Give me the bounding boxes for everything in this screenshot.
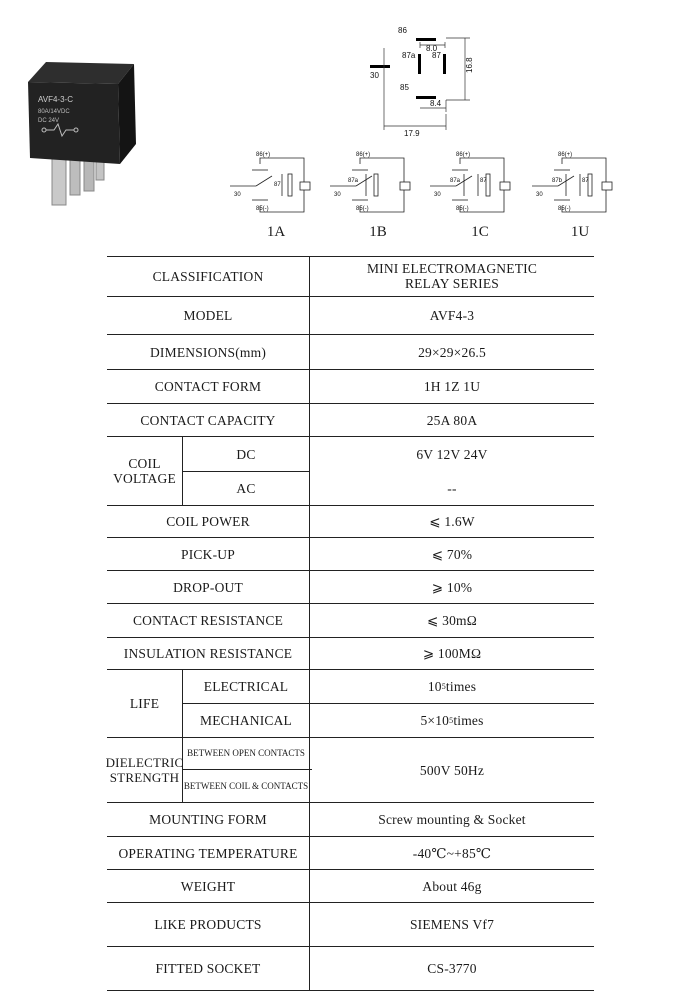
classification-label: CLASSIFICATION — [152, 268, 264, 284]
wiring-1c-contact-87a-label: 87a — [450, 178, 461, 184]
insulation-resistance-label: INSULATION RESISTANCE — [123, 646, 293, 661]
classification-value-line1: MINI ELECTROMAGNETIC — [366, 261, 538, 276]
wiring-diagram-1c — [426, 150, 521, 220]
model-label: MODEL — [183, 308, 233, 323]
pin-87a-label: 87a — [402, 51, 416, 60]
dimensions-label: DIMENSIONS(mm) — [149, 344, 267, 360]
wiring-1b-common-label: 30 — [334, 192, 341, 198]
wiring-diagram-1b — [326, 150, 421, 220]
contact-form-label: CONTACT FORM — [154, 379, 262, 394]
wiring-1b-contact-label: 87a — [348, 178, 359, 184]
coil-voltage-dc-value: 6V 12V 24V — [416, 446, 488, 462]
drop-out-label: DROP-OUT — [173, 579, 243, 595]
life-electrical-value — [310, 670, 594, 703]
wiring-caption-1u: 1U — [570, 224, 590, 240]
wiring-1c-contact-87-label: 87 — [480, 178, 487, 184]
pin-86-label: 86 — [398, 26, 407, 35]
classification-value — [310, 256, 594, 296]
dim-17-9: 17.9 — [404, 129, 420, 138]
wiring-1c-common-label: 30 — [434, 192, 441, 198]
pin-30-label: 30 — [370, 71, 379, 80]
pin-87 — [443, 54, 446, 74]
wiring-diagram-1u — [528, 150, 623, 220]
life-electrical-label: ELECTRICAL — [203, 679, 289, 694]
like-products-value: SIEMENS Vf7 — [409, 917, 495, 932]
pin-87-label: 87 — [432, 51, 441, 60]
wiring-1u-bottom-label: 85(-) — [558, 206, 571, 212]
dielectric-open-contacts-label: BETWEEN OPEN CONTACTS — [187, 748, 305, 758]
wiring-1a-top-label: 86(+) — [256, 152, 271, 158]
dimension-drawing — [360, 18, 490, 138]
life-mechanical-label: MECHANICAL — [200, 713, 292, 728]
dielectric-label-line2: STRENGTH — [109, 770, 180, 785]
pick-up-label: PICK-UP — [181, 546, 235, 562]
fitted-socket-label: FITTED SOCKET — [155, 961, 261, 976]
wiring-1u-top-label: 86(+) — [558, 152, 573, 158]
life-mechanical-value — [310, 704, 594, 737]
wiring-1b-top-label: 86(+) — [356, 152, 371, 158]
coil-voltage-label-line1: COIL — [128, 456, 161, 471]
coil-voltage-label-line2: VOLTAGE — [113, 471, 176, 486]
dim-8-0: 8.0 — [426, 44, 438, 53]
dim-16-8: 16.8 — [465, 57, 474, 73]
pin-87a — [418, 54, 421, 74]
pin-85-label: 85 — [400, 83, 409, 92]
coil-power-label: COIL POWER — [166, 514, 250, 529]
life-mechanical-exp: 5 — [449, 716, 454, 725]
dielectric-strength-label — [107, 738, 182, 802]
fitted-socket-value: CS-3770 — [427, 961, 477, 976]
operating-temperature-value: -40℃~+85℃ — [412, 845, 492, 861]
wiring-1a-common-label: 30 — [234, 192, 241, 198]
life-mechanical-unit: times — [453, 713, 484, 728]
wiring-caption-1c: 1C — [471, 224, 489, 240]
wiring-1c-top-label: 86(+) — [456, 152, 471, 158]
wiring-1a-bottom-label: 85(-) — [256, 206, 269, 212]
operating-temperature-label: OPERATING TEMPERATURE — [118, 845, 298, 861]
model-value: AVF4-3 — [429, 308, 475, 323]
insulation-resistance-value: ⩾ 100MΩ — [422, 646, 482, 661]
coil-power-value: ⩽ 1.6W — [429, 514, 475, 529]
coil-voltage-dc-label: DC — [236, 446, 256, 462]
photo-label-line3: DC 24V — [38, 118, 60, 124]
photo-label-line2: 80A/14VDC — [38, 109, 70, 115]
coil-voltage-label — [107, 437, 182, 505]
like-products-label: LIKE PRODUCTS — [154, 917, 262, 932]
contact-resistance-value: ⩽ 30mΩ — [427, 613, 477, 628]
classification-value-line2: RELAY SERIES — [404, 276, 500, 291]
dielectric-coil-contacts-label: BETWEEN COIL & CONTACTS — [183, 780, 309, 791]
relay-photo — [22, 52, 150, 212]
wiring-caption-1b: 1B — [369, 224, 387, 240]
life-electrical-exp: 5 — [441, 682, 446, 691]
wiring-caption-1a: 1A — [266, 224, 286, 240]
pin-86 — [416, 38, 436, 41]
contact-resistance-label: CONTACT RESISTANCE — [132, 613, 284, 628]
pin-30 — [370, 65, 390, 68]
spec-table — [107, 256, 594, 991]
life-label: LIFE — [129, 696, 160, 711]
photo-label-line1: AVF4-3-C — [38, 95, 73, 104]
mounting-form-value: Screw mounting & Socket — [378, 812, 526, 827]
life-electrical-unit: times — [445, 679, 477, 694]
coil-voltage-ac-label: AC — [236, 481, 256, 496]
mounting-form-label: MOUNTING FORM — [149, 812, 267, 827]
weight-label: WEIGHT — [180, 878, 236, 894]
contact-capacity-label: CONTACT CAPACITY — [140, 412, 276, 428]
wiring-1u-common-label: 30 — [536, 192, 543, 198]
wiring-1u-contact-87b-label: 87b — [552, 178, 563, 184]
wiring-1a-contact-label: 87 — [274, 182, 281, 188]
dimensions-value: 29×29×26.5 — [418, 344, 486, 360]
wiring-diagram-1a — [226, 150, 321, 220]
contact-capacity-value: 25A 80A — [426, 412, 478, 428]
drop-out-value: ⩾ 10% — [431, 579, 473, 595]
wiring-1u-contact-87-label: 87 — [582, 178, 589, 184]
life-mechanical-prefix: 5×10 — [420, 713, 450, 728]
dielectric-strength-value: 500V 50Hz — [419, 762, 485, 778]
wiring-1b-bottom-label: 85(-) — [356, 206, 369, 212]
pick-up-value: ⩽ 70% — [431, 546, 473, 562]
weight-value: About 46g — [422, 878, 482, 894]
contact-form-value: 1H 1Z 1U — [423, 379, 481, 394]
wiring-1c-bottom-label: 85(-) — [456, 206, 469, 212]
life-electrical-base: 10 — [427, 679, 442, 694]
dim-8-4: 8.4 — [430, 99, 442, 108]
dielectric-label-line1: DIELECTRIC — [105, 755, 184, 770]
coil-voltage-ac-value: -- — [447, 481, 457, 496]
